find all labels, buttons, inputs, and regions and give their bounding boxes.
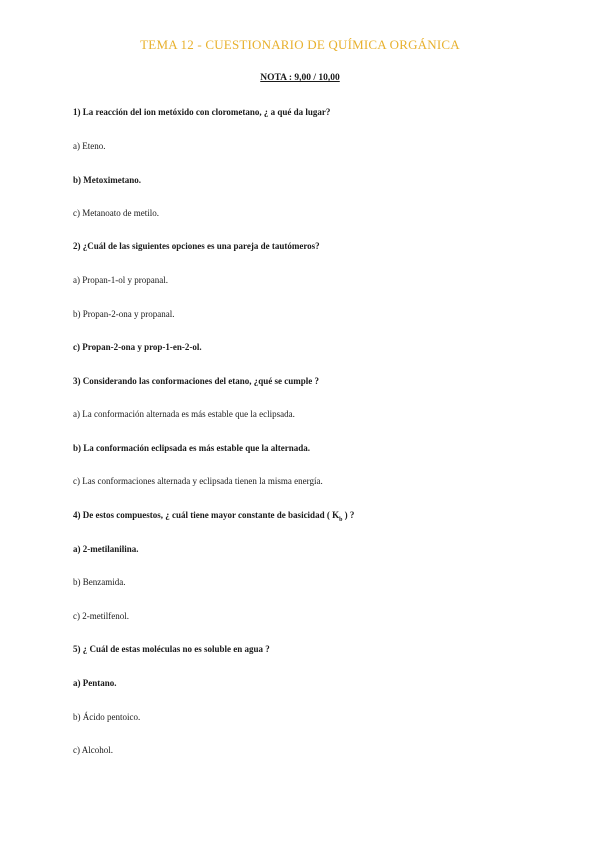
question-4-text: 4) De estos compuestos, ¿ cuál tiene mayor constante de basicidad ( K: [73, 510, 340, 520]
question-5-option-c: c) Alcohol.: [73, 745, 113, 755]
question-4-subscript: b: [339, 516, 343, 523]
question-3: 3) Considerando las conformaciones del etano, ¿qué se cumple ?: [73, 376, 319, 386]
question-3-option-a: a) La conformación alternada es más estable que la eclipsada.: [73, 409, 295, 419]
question-1-option-c: c) Metanoato de metilo.: [73, 208, 159, 218]
grade-label: NOTA : 9,00 / 10,00: [260, 73, 340, 83]
question-2-option-c-selected: c) Propan-2-ona y prop-1-en-2-ol.: [73, 342, 202, 352]
question-3-option-b-selected: b) La conformación eclipsada es más estable que la alternada.: [73, 443, 310, 453]
question-4: [73, 510, 354, 523]
question-2-option-b: b) Propan-2-ona y propanal.: [73, 309, 175, 319]
question-4-option-a-selected: a) 2-metilanilina.: [73, 544, 139, 554]
question-1-option-b-selected: b) Metoximetano.: [73, 175, 141, 185]
question-5: 5) ¿ Cuál de estas moléculas no es soluble en agua ?: [73, 644, 270, 654]
question-4-option-b: b) Benzamida.: [73, 577, 126, 587]
question-5-option-b: b) Ácido pentoico.: [73, 712, 141, 722]
question-3-option-c: c) Las conformaciones alternada y eclipsada tienen la misma energía.: [73, 476, 323, 486]
question-2-option-a: a) Propan-1-ol y propanal.: [73, 275, 168, 285]
question-2: 2) ¿Cuál de las siguientes opciones es una pareja de tautómeros?: [73, 241, 320, 251]
page-title: TEMA 12 - CUESTIONARIO DE QUÍMICA ORGÁNICA: [140, 37, 460, 52]
question-4-text-end: ) ?: [342, 510, 355, 520]
question-5-option-a-selected: a) Pentano.: [73, 678, 117, 688]
question-1: 1) La reacción del ion metóxido con clorometano, ¿ a qué da lugar?: [73, 107, 331, 117]
question-4-option-c: c) 2-metilfenol.: [73, 611, 129, 621]
question-1-option-a: a) Eteno.: [73, 141, 106, 151]
